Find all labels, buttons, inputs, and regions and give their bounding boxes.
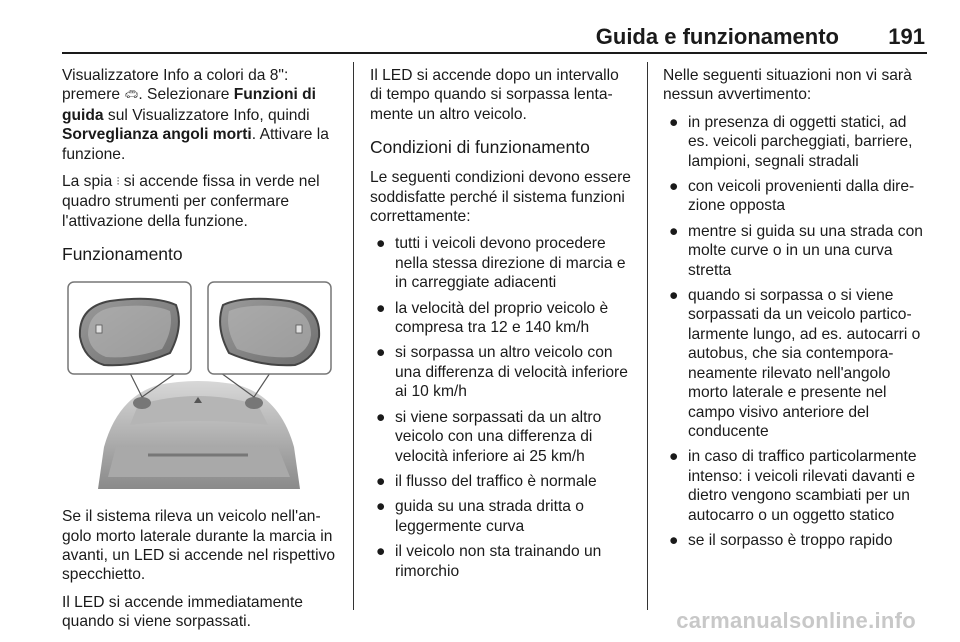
bullet-icon: ● [669, 287, 679, 305]
column-1 [62, 66, 342, 640]
conditions-list [370, 234, 635, 581]
menu-blind-spot-monitoring: Sorveglianza angoli morti [62, 126, 252, 144]
list-item: ● il flusso del traffico è normale [376, 472, 597, 490]
bullet-icon: ● [669, 448, 679, 466]
list-item: ● il veicolo non sta trainando un rimorchio [376, 543, 602, 580]
list-item: ● la velocità del proprio veicolo è compresa tra 12 e 140 km/h [376, 299, 609, 337]
bullet-icon: ● [669, 531, 679, 549]
bullet-icon: ● [376, 235, 386, 253]
heading-operating-conditions: Condizioni di funzionamento [370, 137, 590, 158]
paragraph-display-instructions: Visualizzatore Info a colori da 8": premere 🚗︎. Selezionare Funzioni di guida sul Visualizzatore Info, quindi Sorveglianza angoli morti. Attivare la funzione. [62, 67, 329, 163]
list-item: ● quando si sorpassa o si viene sorpassati da un veicolo particolarmente lungo, ad es. autocarri o autobus, che sia contemporaneamente rilevato nell'angolo morto laterale e presente nel campo visivo anteriore del conducente [669, 287, 921, 440]
heading-operation: Funzionamento [62, 244, 183, 265]
list-item: ● se il sorpasso è troppo rapido [669, 531, 893, 549]
paragraph-conditions-intro: Le seguenti condizioni devono essere soddisfatte perché il sistema funzioni correttamente: [370, 169, 631, 226]
bullet-icon: ● [376, 408, 386, 426]
list-item: ● in caso di traffico particolarmente intenso: i veicoli rilevati davanti e dietro vengono scambiati per un autocarro o un oggetto statico [669, 448, 917, 524]
watermark: carmanualsonline.info [676, 608, 916, 633]
blind-spot-indicator-icon: ⫶ [116, 176, 120, 189]
mirror-illustration-svg [58, 277, 341, 489]
list-item: ● si viene sorpassati da un altro veicolo con una differenza di velocità inferiore ai 25 km/h [376, 408, 602, 465]
page-number: 191 [888, 24, 925, 49]
list-item: ● si sorpassa un altro veicolo con una differenza di velocità inferiore ai 10 km/h [376, 344, 628, 401]
column-2 [370, 66, 635, 587]
bullet-icon: ● [376, 498, 386, 516]
page-header [62, 20, 927, 54]
bullet-icon: ● [669, 178, 679, 196]
list-item: ● tutti i veicoli devono procedere nella stessa direzione di marcia e in carreggiate adiacenti [376, 235, 626, 292]
list-item: ● mentre si guida su una strada con molte curve o in un una curva stretta [669, 222, 923, 279]
paragraph-led-immediate: Il LED si accende immediatamente quando si viene sorpassati. [62, 593, 303, 631]
paragraph-no-warning-intro: Nelle seguenti situazioni non vi sarà nessun avvertimento: [663, 67, 912, 104]
car-icon: 🚗︎ [124, 89, 139, 102]
mirror-illustration [58, 277, 341, 489]
column-3 [663, 66, 931, 556]
column-divider-1 [353, 62, 354, 610]
paragraph-led-behavior: Se il sistema rileva un veicolo nell'angolo morto laterale durante la marcia in avanti, un LED si accende nel rispettivo specchietto. [62, 508, 336, 584]
list-item: ● guida su una strada dritta o leggermente curva [376, 498, 584, 535]
paragraph-led-delay: Il LED si accende dopo un intervallo di tempo quando si sorpassa lentamente un altro veicolo. [370, 67, 619, 123]
bullet-icon: ● [376, 299, 386, 317]
menu-driving-functions: Funzioni di guida [62, 86, 317, 124]
bullet-icon: ● [376, 472, 386, 490]
list-item: ● in presenza di oggetti statici, ad es. veicoli parcheggiati, barriere, lampioni, segnali stradali [669, 113, 913, 170]
list-item: ● con veicoli provenienti dalla direzione opposta [669, 178, 915, 215]
no-warning-list [663, 113, 931, 551]
bullet-icon: ● [669, 222, 679, 240]
header-title: Guida e funzionamento [595, 24, 839, 49]
column-divider-2 [647, 62, 648, 610]
bullet-icon: ● [669, 113, 679, 131]
paragraph-indicator: La spia ⫶ si accende fissa in verde nel quadro strumenti per confermare l'attivazione della funzione. [62, 173, 320, 230]
bullet-icon: ● [376, 543, 386, 561]
bullet-icon: ● [376, 344, 386, 362]
